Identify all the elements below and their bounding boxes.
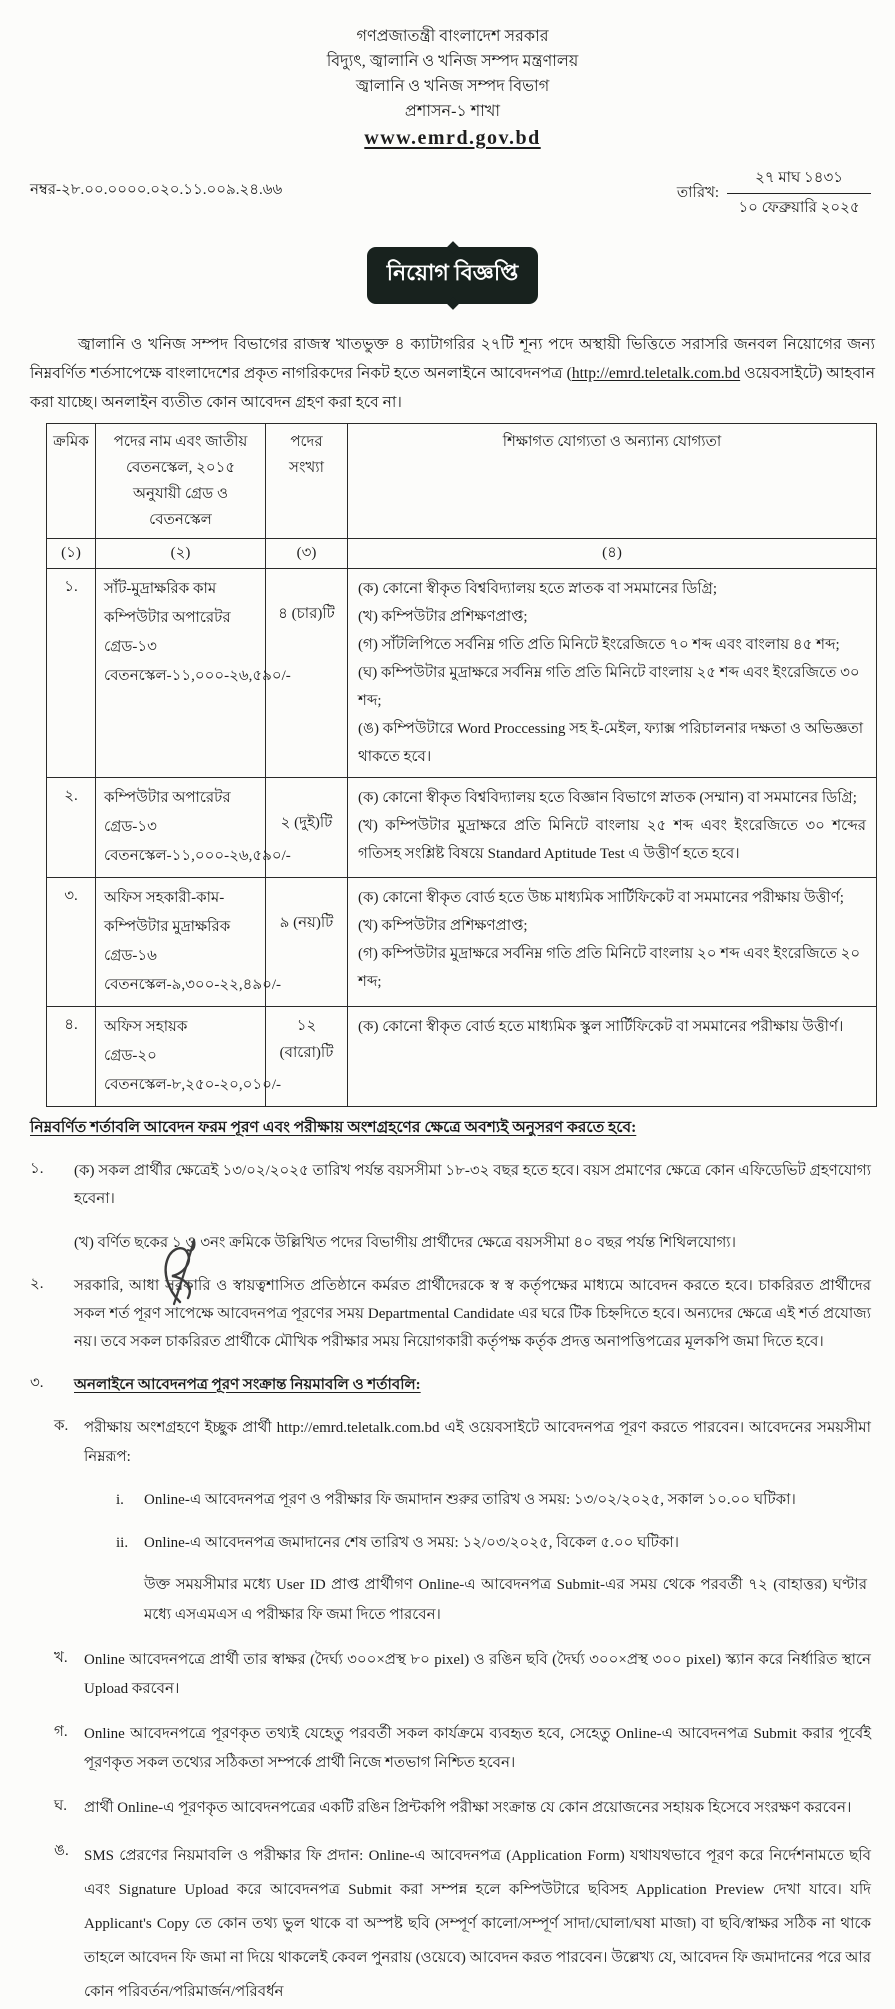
- rule-gha-label: ঘ.: [54, 1798, 68, 1814]
- date-bangla: ২৭ মাঘ ১৪৩১: [727, 166, 871, 194]
- term-1a: (ক) সকল প্রার্থীর ক্ষেত্রেই ১৩/০২/২০২৫ তারিখ পর্যন্ত বয়সসীমা ১৮-৩২ বছর হতে হবে। বয়স প্রমাণের ক্ষেত্রে কোন এফিডেভিট গ্রহণযোগ্য হবেনা।: [74, 1163, 871, 1207]
- date-stack: [727, 166, 871, 221]
- column-number-row: [47, 539, 877, 569]
- website-link[interactable]: www.emrd.gov.bd: [364, 127, 541, 149]
- rule-gha-text: প্রার্থী Online-এ পূরণকৃত আবেদনপত্রের একটি রঙিন প্রিন্টকপি পরীক্ষা সংক্রান্ত যে কোন প্রয়োজনের সহায়ক হিসেবে সংরক্ষণ করবেন।: [84, 1800, 852, 1816]
- ministry-name: বিদ্যুৎ, জ্বালানি ও খনিজ সম্পদ মন্ত্রণালয়: [326, 53, 579, 70]
- rule-item-gha: [30, 1794, 875, 1823]
- term-3-number: ৩.: [30, 1375, 44, 1391]
- rule-ka-sub-i: i. Online-এ আবেদনপত্র পূরণ ও পরীক্ষার ফি জমাদান শুরুর তারিখ ও সময়: ১৩/০২/২০২৫, সকাল ১০.০০ ঘটিকা।: [116, 1492, 796, 1508]
- title-badge: [367, 247, 539, 304]
- table-row: [47, 569, 877, 778]
- rule-item-ga: [30, 1720, 875, 1778]
- col-number-2: (২): [96, 539, 266, 569]
- row2-qualifications: (ক) কোনো স্বীকৃত বিশ্ববিদ্যালয় হতে বিজ্ঞান বিভাগে স্নাতক (সম্মান) বা সমমানের ডিগ্রি; (খ) কম্পিউটার মুদ্রাক্ষরে প্রতি মিনিটে বাংলায় ২৫ শব্দ এবং ইংরেজিতে ৩০ শব্দের গতিসহ সংশ্লিষ্ট বিষয়ে Standard Aptitude Test এ উত্তীর্ণ হতে হবে।: [348, 778, 877, 878]
- col-header-serial: ক্রমিক: [47, 424, 96, 539]
- terms-heading: নিম্নবর্ণিত শর্তাবলি আবেদন ফরম পূরণ এবং পরীক্ষায় অংশগ্রহণের ক্ষেত্রে অবশ্যই অনুসরণ করতে হবে:: [30, 1119, 637, 1136]
- term-2-text: সরকারি, আধা সরকারি ও স্বায়ত্বশাসিত প্রতিষ্ঠানে কর্মরত প্রার্থীদেরকে স্ব স্ব কর্তৃপক্ষের মাধ্যমে আবেদন করতে হবে। চাকরিরত প্রার্থীদের সকল শর্ত পূরণ সাপেক্ষে আবেদনপত্র পূরণের সময় Departmental Candidate এর ঘরে টিক চিহ্নদিতে হবে। অন্যদের ক্ষেত্রে এই শর্ত প্রযোজ্য নয়। তবে সকল চাকরিরত প্রার্থীকে মৌখিক পরীক্ষার সময় নিয়োগকারী কর্তৃপক্ষ কর্তৃক প্রদত্ত অনাপত্তিপত্রের মূলকপি জমা দিতে হবে।: [74, 1278, 871, 1350]
- row3-vacancy: ৯ (নয়)টি: [266, 878, 348, 1007]
- page-title: নিয়োগ বিজ্ঞপ্তি: [386, 260, 519, 285]
- rule-ka-text: পরীক্ষায় অংশগ্রহণে ইচ্ছুক প্রার্থী http://emrd.teletalk.com.bd এই ওয়েবসাইটে আবেদনপত্র পূরণ করতে পারবেন। আবেদনের সময়সীমা নিম্নরূপ:: [84, 1420, 871, 1465]
- date-block: [677, 166, 871, 221]
- rule-kha-text: Online আবেদনপত্রে প্রার্থী তার স্বাক্ষর (দৈর্ঘ্য ৩০০×প্রস্থ ৮০ pixel) ও রঙিন ছবি (দৈর্ঘ্য ৩০০×প্রস্থ ৩০০ pixel) স্ক্যান করে নির্ধারিত স্থানে Upload করবেন।: [84, 1652, 871, 1697]
- rule-ka-label: ক.: [54, 1418, 69, 1434]
- rule-item-uno: [30, 1839, 875, 2009]
- term-1b: (খ) বর্ণিত ছকের ১ ও ৩নং ক্রমিকে উল্লিখিত পদের বিভাগীয় প্রার্থীদের ক্ষেত্রে বয়সসীমা ৪০ বছর পর্যন্ত শিথিলযোগ্য।: [74, 1235, 737, 1251]
- posts-table: [46, 423, 877, 1107]
- row2-serial: ২.: [47, 778, 96, 878]
- rule-ga-label: গ.: [54, 1724, 68, 1740]
- col-header-vacancy: পদের সংখ্যা: [266, 424, 348, 539]
- rule-kha-label: খ.: [54, 1650, 68, 1666]
- meta-row: [30, 166, 875, 221]
- term-2-number: ২.: [30, 1276, 44, 1292]
- signature-icon: [150, 1232, 220, 1310]
- branch-name: প্রশাসন-১ শাখা: [404, 103, 501, 120]
- date-label: তারিখ:: [676, 185, 720, 201]
- row3-qualifications: (ক) কোনো স্বীকৃত বোর্ড হতে উচ্চ মাধ্যমিক সার্টিফিকেট বা সমমানের পরীক্ষায় উত্তীর্ণ; (খ) কম্পিউটার প্রশিক্ষণপ্রাপ্ত; (গ) কম্পিউটার মুদ্রাক্ষরে সর্বনিম্ন গতি প্রতি মিনিটে বাংলায় ২০ শব্দ এবং ইংরেজিতে ২০ শব্দ;: [348, 878, 877, 1007]
- badge-marker-top-icon: [446, 241, 459, 254]
- rule-item-ka: [30, 1414, 875, 1630]
- rule-ka-note: উক্ত সময়সীমার মধ্যে User ID প্রাপ্ত প্রার্থীগণ Online-এ আবেদনপত্র Submit-এর সময় থেকে পরবর্তী ৭২ (বাহাত্তর) ঘণ্টার মধ্যে এসএমএস এ পরীক্ষার ফি জমা দিতে পারবেন।: [144, 1577, 867, 1623]
- signature-scribble: [150, 1232, 220, 1315]
- table-row: [47, 1007, 877, 1107]
- col-header-post: পদের নাম এবং জাতীয় বেতনস্কেল, ২০১৫ অনুযায়ী গ্রেড ও বেতনস্কেল: [96, 424, 266, 539]
- col-number-3: (৩): [266, 539, 348, 569]
- col-header-qualification: শিক্ষাগত যোগ্যতা ও অন্যান্য যোগ্যতা: [348, 424, 877, 539]
- table-row: [47, 878, 877, 1007]
- row4-qualifications: (ক) কোনো স্বীকৃত বোর্ড হতে মাধ্যমিক স্কুল সার্টিফিকেট বা সমমানের পরীক্ষায় উত্তীর্ণ।: [348, 1007, 877, 1107]
- rule-ga-text: Online আবেদনপত্রে পূরণকৃত তথ্যই যেহেতু পরবর্তী সকল কার্যক্রমে ব্যবহৃত হবে, সেহেতু Online-এ আবেদনপত্র Submit করার পূর্বেই পূরণকৃত সকল তথ্যের সঠিকতা সম্পর্কে প্রার্থী নিজে শতভাগ নিশ্চিত হবেন।: [84, 1726, 871, 1771]
- letterhead: [30, 24, 875, 152]
- row1-serial: ১.: [47, 569, 96, 778]
- intro-paragraph: [30, 330, 875, 417]
- term-3-heading: অনলাইনে আবেদনপত্র পূরণ সংক্রান্ত নিয়মাবলি ও শর্তাবলি:: [74, 1377, 421, 1393]
- rule-ka-sub-ii: ii. Online-এ আবেদনপত্র জমাদানের শেষ তারিখ ও সময়: ১২/০৩/২০২৫, বিকেল ৫.০০ ঘটিকা।: [116, 1535, 680, 1551]
- row1-vacancy: ৪ (চার)টি: [266, 569, 348, 778]
- term-1-number: ১.: [30, 1161, 44, 1177]
- row2-post: কম্পিউটার অপারেটর গ্রেড-১৩ বেতনস্কেল-১১,০০০-২৬,৫৯০/-: [96, 778, 266, 878]
- rule-uno-text: SMS প্রেরণের নিয়মাবলি ও পরীক্ষার ফি প্রদান: Online-এ আবেদনপত্র (Application Form) যথাযথভাবে পূরণ করে নির্দেশনামতে ছবি এবং Signature Upload করে আবেদনপত্র Submit করা সম্পন্ন হলে কম্পিউটারে ছবিসহ Application Preview দেখা যাবে। যদি Applicant's Copy তে কোন তথ্য ভুল থাকে বা অস্পষ্ট ছবি (সম্পূর্ণ কালো/সম্পূর্ণ সাদা/ঘোলা/ঘষা মাজা) বা ছবি/স্বাক্ষর সঠিক না থাকে তাহলে আবেদন ফি জমা না দিয়ে থাকলেই কেবল পুনরায় (ওয়েবে) আবেদন করত পারবেন। উল্লেখ্য যে, আবেদন ফি জমাদানের পরে আর কোন পরিবর্তন/পরিমার্জন/পরিবর্ধন: [84, 1848, 871, 2000]
- division-name: জ্বালানি ও খনিজ সম্পদ বিভাগ: [355, 78, 550, 95]
- row4-serial: ৪.: [47, 1007, 96, 1107]
- badge-marker-bottom-icon: [446, 297, 459, 310]
- application-url-link[interactable]: http://emrd.teletalk.com.bd: [571, 365, 741, 382]
- intro-text-2: ওয়েবসাইটে) আহবান করা যাচ্ছে। অনলাইন ব্যতীত কোন আবেদন গ্রহণ করা হবে না।: [30, 365, 876, 411]
- intro-text-1: জ্বালানি ও খনিজ সম্পদ বিভাগের রাজস্ব খাতভুক্ত ৪ ক্যাটাগরির ২৭টি শূন্য পদে অস্থায়ী ভিত্তিতে সরাসরি জনবল নিয়োগের জন্য নিম্নবর্ণিত শর্তসাপেক্ষে বাংলাদেশের প্রকৃত নাগরিকদের নিকট হতে অনলাইনে আবেদনপত্র (: [30, 336, 875, 382]
- memo-number: নম্বর-২৮.০০.০০০০.০২০.১১.০০৯.২৪.৬৬: [30, 182, 283, 198]
- government-name: গণপ্রজাতন্ত্রী বাংলাদেশ সরকার: [356, 28, 549, 45]
- table-row: [47, 778, 877, 878]
- table-header-row: [47, 424, 877, 539]
- date-gregorian: ১০ ফেব্রুয়ারি ২০২৫: [738, 200, 860, 216]
- rule-item-kha: [30, 1646, 875, 1704]
- col-number-1: (১): [47, 539, 96, 569]
- row3-post: অফিস সহকারী-কাম- কম্পিউটার মুদ্রাক্ষরিক গ্রেড-১৬ বেতনস্কেল-৯,৩০০-২২,৪৯০/-: [96, 878, 266, 1007]
- row3-serial: ৩.: [47, 878, 96, 1007]
- col-number-4: (৪): [348, 539, 877, 569]
- row1-post: সাঁট-মুদ্রাক্ষরিক কাম কম্পিউটার অপারেটর গ্রেড-১৩ বেতনস্কেল-১১,০০০-২৬,৫৯০/-: [96, 569, 266, 778]
- rule-uno-label: ঙ.: [54, 1843, 69, 1859]
- row4-post: অফিস সহায়ক গ্রেড-২০ বেতনস্কেল-৮,২৫০-২০,০১০/-: [96, 1007, 266, 1107]
- row4-vacancy: ১২ (বারো)টি: [266, 1007, 348, 1107]
- row2-vacancy: ২ (দুই)টি: [266, 778, 348, 878]
- term-item-3: [30, 1371, 875, 1399]
- row1-qualifications: (ক) কোনো স্বীকৃত বিশ্ববিদ্যালয় হতে স্নাতক বা সমমানের ডিগ্রি; (খ) কম্পিউটার প্রশিক্ষণপ্রাপ্ত; (গ) সাঁটলিপিতে সর্বনিম্ন গতি প্রতি মিনিটে ইংরেজিতে ৭০ শব্দ এবং বাংলায় ৪৫ শব্দ; (ঘ) কম্পিউটার মুদ্রাক্ষরে সর্বনিম্ন গতি প্রতি মিনিটে বাংলায় ২৫ শব্দ এবং ইংরেজিতে ৩০ শব্দ; (ঙ) কম্পিউটারে Word Proccessing সহ ই-মেইল, ফ্যাক্স পরিচালনার দক্ষতা ও অভিজ্ঞতা থাকতে হবে।: [348, 569, 877, 778]
- title-badge-wrap: [30, 247, 875, 304]
